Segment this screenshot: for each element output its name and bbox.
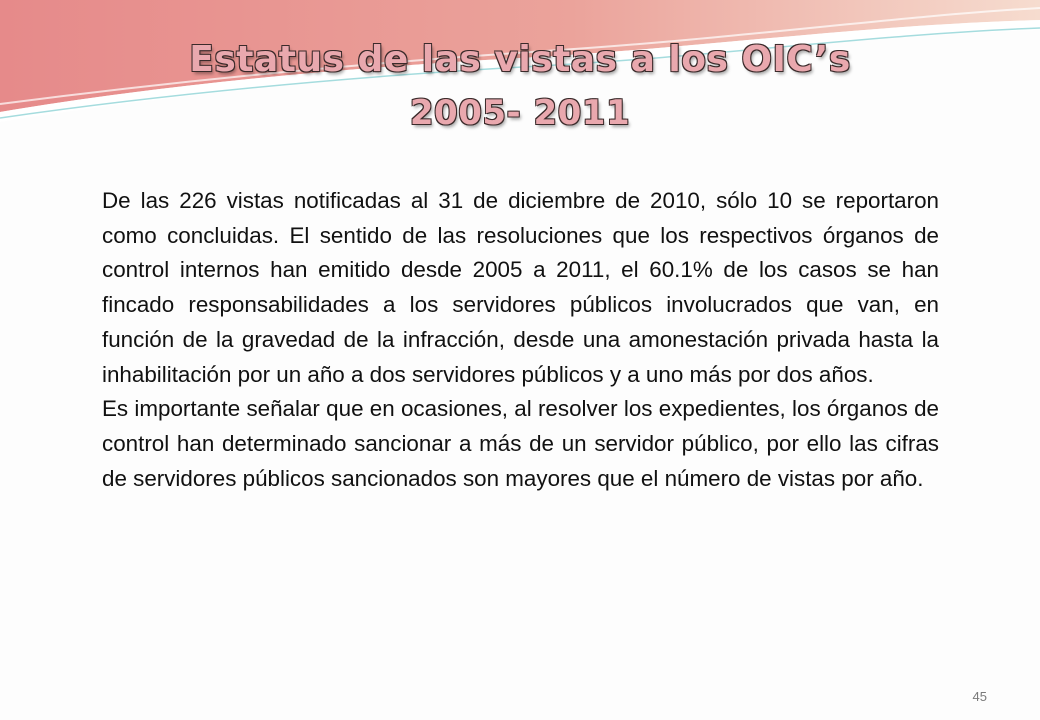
body-text (102, 184, 939, 496)
paragraph-2: Es importante señalar que en ocasiones, al resolver los expedientes, los órganos de control han determinado sancionar a más de un servidor público, por ello las cifras de servidores públicos sancionados son mayores que el número de vistas por año. (102, 396, 939, 491)
paragraph-1: De las 226 vistas notificadas al 31 de diciembre de 2010, sólo 10 se reportaron como concluidas. El sentido de las resoluciones que los respectivos órganos de control internos han emitido desde 2005 a 2011, el 60.1% de los casos se han fincado responsabilidades a los servidores públicos involucrados que van, en función de la gravedad de la infracción, desde una amonestación privada hasta la inhabilitación por un año a dos servidores públicos y a uno más por dos años. (102, 188, 939, 387)
slide-title: Estatus de las vistas a los OIC’s (189, 39, 851, 80)
slide-subtitle-years: 2005- 2011 (409, 93, 631, 133)
page-number: 45 (972, 689, 987, 704)
